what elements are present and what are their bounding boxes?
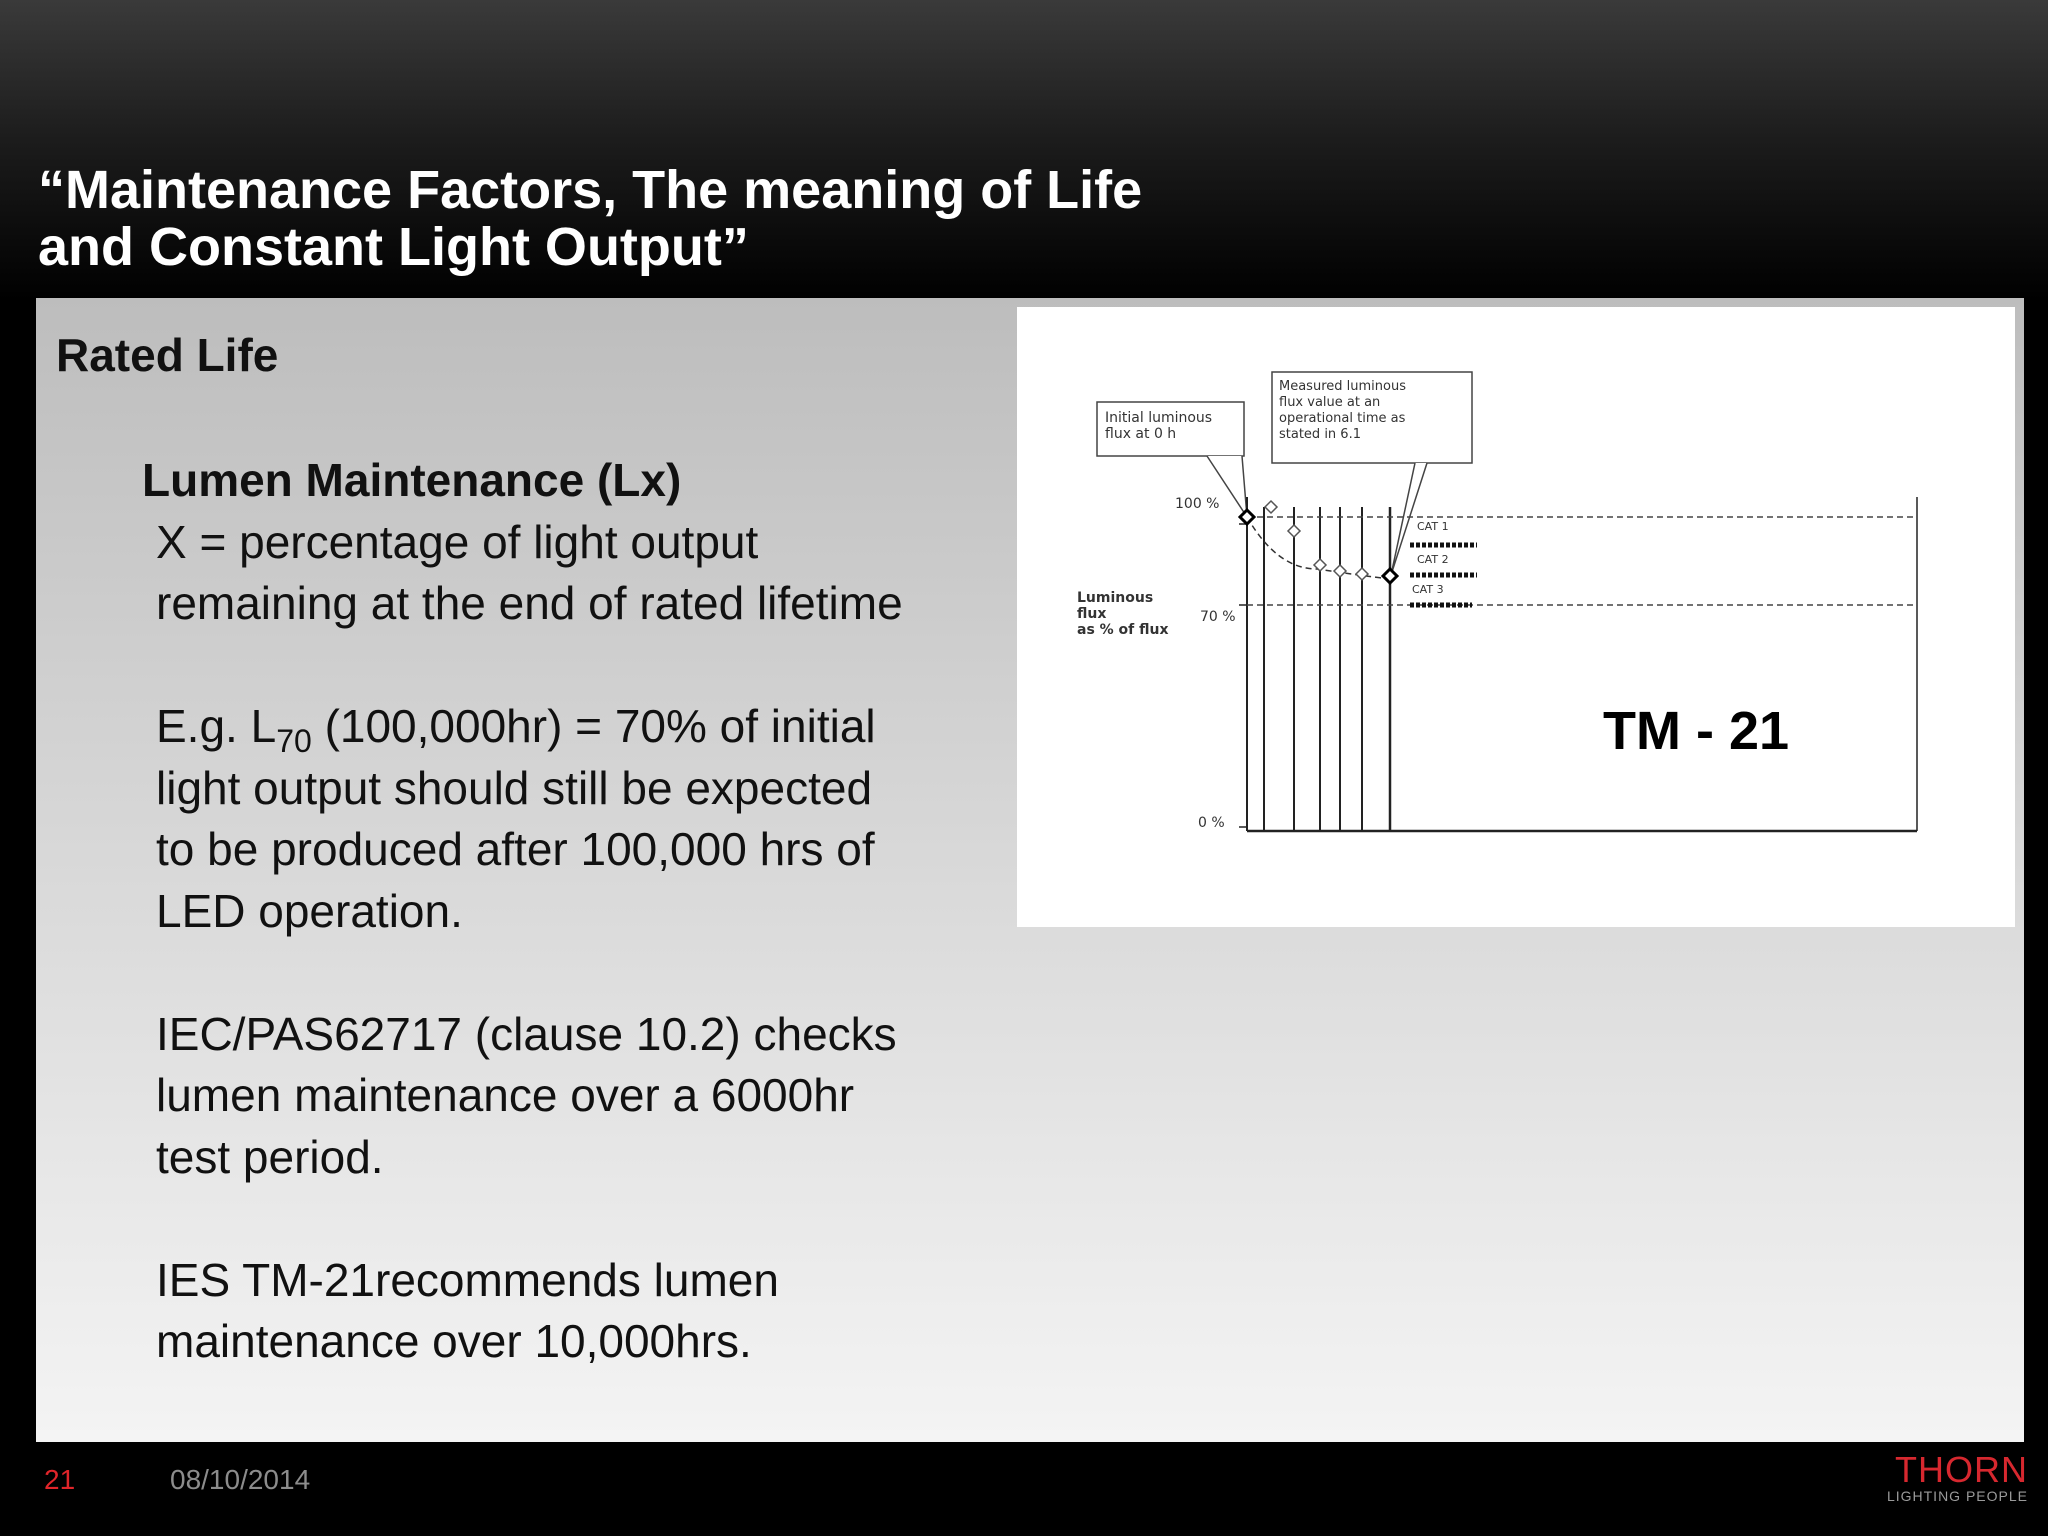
- callout-measured-line-4: stated in 6.1: [1279, 427, 1361, 442]
- marker-2: [1265, 501, 1277, 513]
- page-number: 21: [44, 1464, 76, 1495]
- title-line-1: “Maintenance Factors, The meaning of Life: [38, 160, 1143, 220]
- tm21-label: TM - 21: [1603, 701, 1790, 761]
- iec-line-1: IEC/PAS62717 (clause 10.2) checks: [156, 1007, 897, 1060]
- example-paragraph: [156, 696, 1046, 942]
- iec-paragraph: [156, 1004, 1046, 1189]
- sub-heading: Lumen Maintenance (Lx): [142, 454, 682, 506]
- initial-flux-marker: [1240, 510, 1254, 524]
- example-line-1: [156, 696, 1046, 758]
- y-axis-label-line-3: as % of flux: [1077, 622, 1169, 638]
- callout-measured-line-3: operational time as: [1279, 411, 1406, 426]
- cat2-label: CAT 2: [1417, 553, 1449, 566]
- callout-measured-line-1: Measured luminous: [1279, 379, 1406, 394]
- ies-paragraph: [156, 1250, 1046, 1373]
- tick-label-0: 0 %: [1198, 815, 1225, 831]
- definition-line-2: remaining at the end of rated lifetime: [156, 577, 903, 629]
- example-rest: (100,000hr) = 70% of initial: [311, 700, 876, 752]
- title-line-2: and Constant Light Output”: [38, 217, 749, 277]
- tm21-figure: [1017, 307, 2015, 927]
- marker-6: [1356, 568, 1368, 580]
- example-prefix: E.g. L: [156, 700, 277, 752]
- y-axis-label-line-2: flux: [1077, 606, 1107, 622]
- tick-label-70: 70 %: [1200, 609, 1236, 625]
- definition-line-1: X = percentage of light output: [156, 515, 759, 568]
- iec-line-2: lumen maintenance over a 6000hr: [156, 1069, 855, 1121]
- callout-measured-line-2: flux value at an: [1279, 395, 1381, 410]
- callout-initial-text: [1105, 410, 1212, 442]
- slide-title: [38, 162, 1338, 276]
- ies-line-2: maintenance over 10,000hrs.: [156, 1315, 752, 1367]
- slide-date: 08/10/2014: [170, 1464, 311, 1495]
- body-text: [142, 450, 1046, 1373]
- marker-3: [1288, 525, 1300, 537]
- lumen-maintenance-block: [142, 450, 1046, 635]
- cat1-label: CAT 1: [1417, 520, 1449, 533]
- thorn-logo: [1886, 1449, 2028, 1504]
- y-axis-label-line-1: Luminous: [1077, 590, 1154, 606]
- logo-text: THORN: [1895, 1449, 2028, 1490]
- cat3-label: CAT 3: [1412, 583, 1444, 596]
- tick-label-100: 100 %: [1175, 496, 1220, 512]
- section-heading: Rated Life: [56, 329, 279, 381]
- example-subscript: 70: [276, 723, 312, 759]
- measured-flux-marker: [1383, 569, 1397, 583]
- callout-initial-line-2: flux at 0 h: [1105, 426, 1177, 442]
- callout-initial-line-1: Initial luminous: [1105, 410, 1213, 426]
- y-axis-label: [1077, 590, 1169, 638]
- example-line-4: LED operation.: [156, 884, 463, 937]
- example-line-2: light output should still be expected: [156, 761, 873, 814]
- iec-line-3: test period.: [156, 1130, 384, 1183]
- callout-measured-text: [1279, 379, 1406, 443]
- logo-tagline: LIGHTING PEOPLE: [1886, 1488, 2028, 1504]
- marker-5: [1334, 565, 1346, 577]
- example-line-3: to be produced after 100,000 hrs of: [156, 823, 875, 875]
- ies-line-1: IES TM-21recommends lumen: [156, 1253, 779, 1306]
